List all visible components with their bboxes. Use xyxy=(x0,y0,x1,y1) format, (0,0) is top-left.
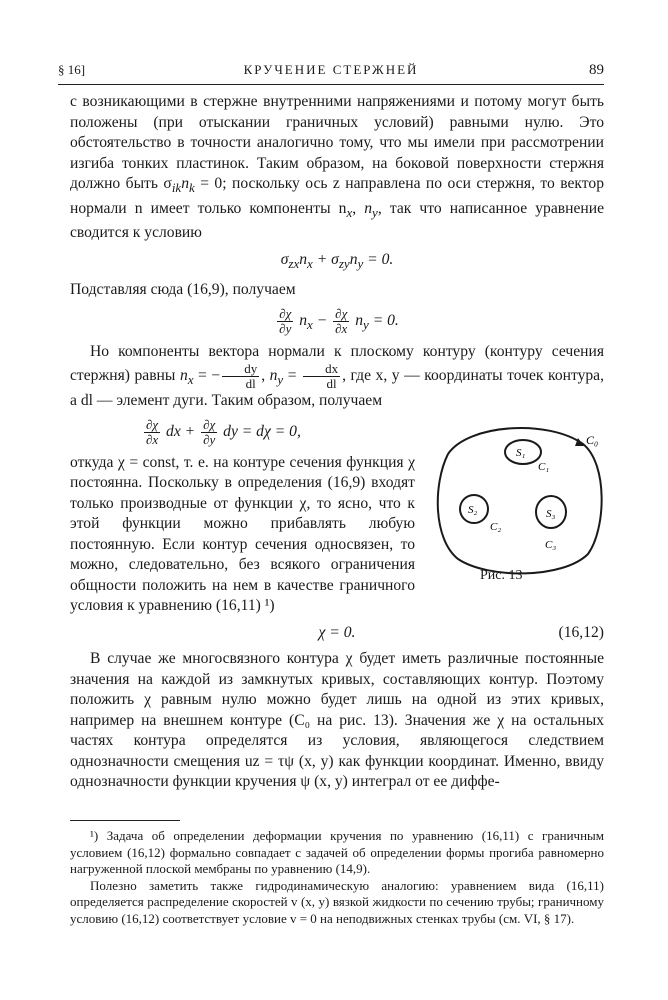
label-c2: C₂ xyxy=(490,521,502,533)
figure-caption: Рис. 13 xyxy=(480,568,523,583)
paragraph-1: с возникающими в стержне внутренними напряжениями и потому могут быть положены (при отыскании граничных условий) равными нулю. Это обстоятельство в точности аналогично тому, что мы имели при рассмотрении изгиба тонких пластинок. Таким образом, на боковой поверхности стержня должно быть $\sigma_{ik}n_k = 0$; поскольку ось z направлена по оси стержня, то вектор нормали n имеет только компоненты $n_x$, $n_y$, так что написанное уравнение сводится к условию xyxy=(70,93,605,242)
footnote-rule xyxy=(70,820,180,821)
label-s2: S₂ xyxy=(468,504,478,516)
section-marker: § 16] xyxy=(58,62,86,77)
equation-number: (16,12) xyxy=(558,623,604,641)
paragraph-5: В случае же многосвязного контура χ будет иметь различные постоянные значения на каждой из замкнутых кривых, составляющих контур. Поэтому положить χ равным нулю можно будет лишь на одной из этих кривых, например на внешнем контуре (C₀ на рис. 13). Значения же χ на остальных частях контура определятся из условия, являющегося следствием однозначности смещения uz = τψ (x, y) как функции координат. Именно, ввиду однозначности функции кручения ψ (x, y) интеграл от ее диффе- xyxy=(70,650,604,791)
label-s3: S₃ xyxy=(546,508,556,520)
footnote-2: Полезно заметить также гидродинамическую аналогию: уравнением вида (16,11) определяется распределение скоростей v (x, y) вязкой жидкости по сечению трубы; граничному условию (16,12) соответствует условие v = 0 на неподвижных стенках трубы (см. VI, § 17). xyxy=(70,877,604,926)
label-c3: C₃ xyxy=(545,539,557,551)
label-c0: C₀ xyxy=(586,433,599,447)
paragraph-3: Но компоненты вектора нормали к плоскому контуру (контуру сечения стержня) равны $n_x$ = − $\frac{dy}{dl}$ , $n_y$ = $\frac{dx}{dl}$ , где x, y — координаты точек контура, а dl — элемент дуги. Таким образом, получаем xyxy=(70,342,604,410)
equation-2: $\frac{\partial\chi}{\partial y}$ $n_x$ − $\frac{\partial\chi}{\partial x}$ $n_y = 0$. xyxy=(279,305,399,336)
figure-13 xyxy=(428,414,608,584)
paragraph-2: Подставляя сюда (16,9), получаем xyxy=(70,281,296,299)
page-number: 89 xyxy=(589,62,604,78)
label-s1: S₁ xyxy=(516,447,526,459)
paragraph-4: откуда χ = const, т. е. на контуре сечения функция χ постоянна. Поскольку в определения (16,9) входят только производные от функции χ, то ясно, что к этой функции можно прибавлять любую постоянную. Если контур сечения односвязен, то можно, следовательно, без всякого ограничения общности положить на нем в качестве граничного условия к уравнению (16,11) ¹) xyxy=(70,453,415,615)
running-header xyxy=(58,62,604,82)
equation-1: $\sigma_{zx}n_x + \sigma_{zy}n_y = 0$. xyxy=(280,250,394,271)
header-rule xyxy=(58,84,604,85)
label-c1: C₁ xyxy=(538,461,550,473)
equation-3: $\frac{\partial\chi}{\partial x}$ dx + $\frac{\partial\chi}{\partial y}$ dy = dχ = 0, xyxy=(145,416,301,447)
footnotes xyxy=(70,828,604,927)
running-title: КРУЧЕНИЕ СТЕРЖНЕЙ xyxy=(243,62,419,77)
equation-4: χ = 0. (16,12) xyxy=(70,623,604,644)
footnote-1: ¹) Задача об определении деформации кручения по уравнению (16,11) с граничным условием (16,12) формально совпадает с задачей об определении формы прогиба равномерно нагруженной плоской мембраны по уравнению (14,9). xyxy=(70,828,604,876)
